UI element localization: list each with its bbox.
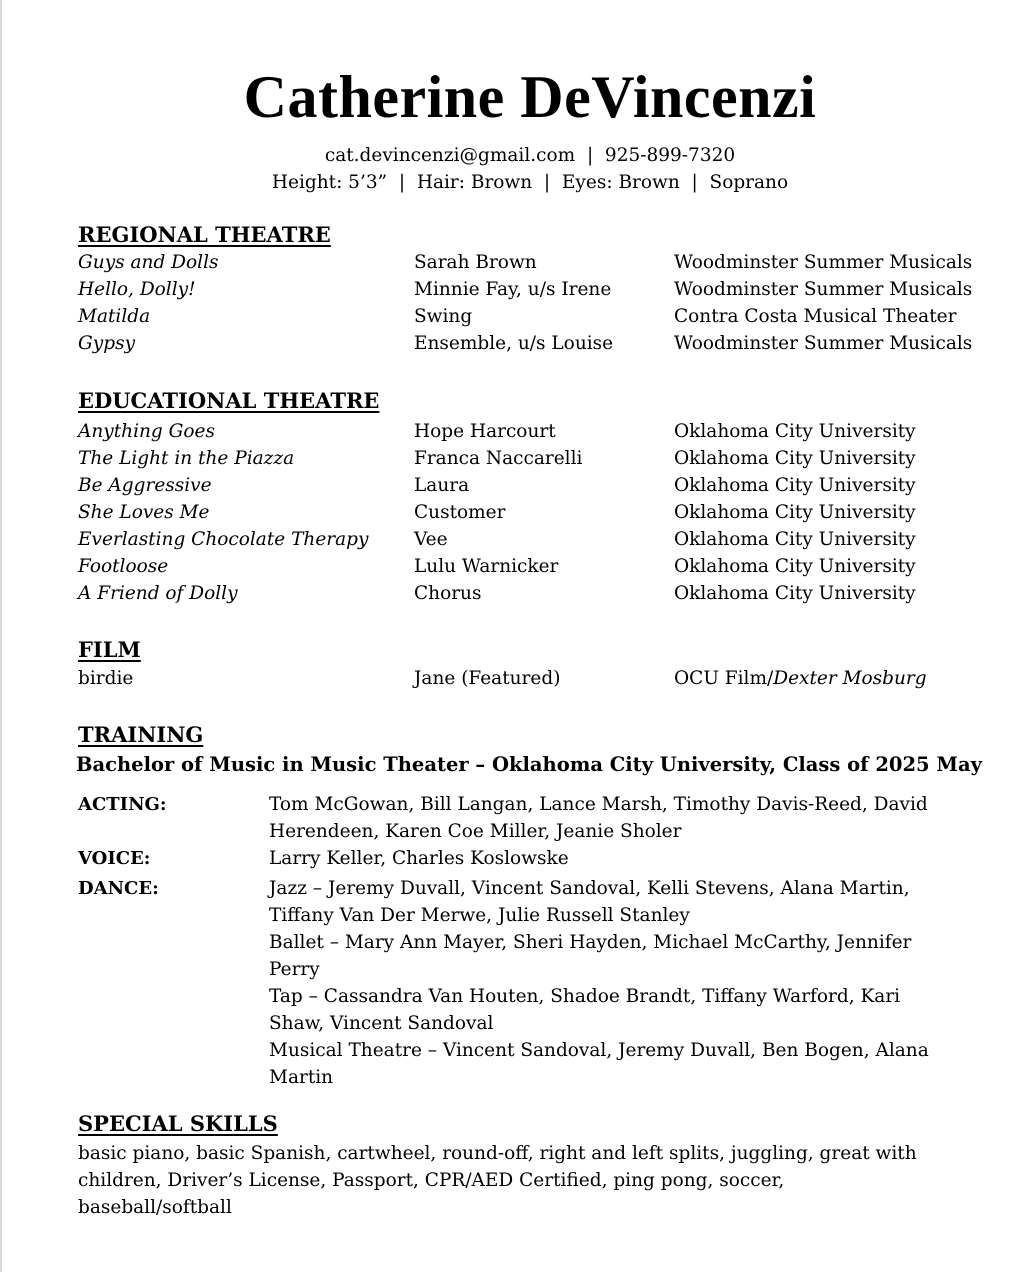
special-skills-text: basic piano, basic Spanish, cartwheel, round-off, right and left splits, juggling, great with children, Driver’s License, Passport, CPR/AED Certified, ping pong, soccer, baseball/softball [78,1143,917,1218]
contact-line: cat.devincenzi@gmail.com | 925-899-7320 [324,145,736,166]
show-title: The Light in the Piazza [78,448,295,469]
venue: Woodminster Summer Musicals [674,252,973,273]
role: Customer [414,502,506,523]
role: Chorus [414,583,482,604]
show-title: Gypsy [78,333,136,354]
training-heading: TRAINING [78,722,204,747]
venue: Oklahoma City University [674,556,916,577]
film-heading: FILM [78,637,141,662]
venue: Oklahoma City University [674,583,916,604]
show-title: Anything Goes [78,421,215,442]
show-title: Be Aggressive [78,475,212,496]
credit-row [78,330,978,357]
film-credits [78,665,978,692]
acting-teachers [269,791,959,845]
role: Franca Naccarelli [414,448,583,469]
venue: Oklahoma City University [674,502,916,523]
educational-theatre-heading: EDUCATIONAL THEATRE [78,388,380,413]
voice-label: VOICE: [78,848,151,869]
role: Sarah Brown [414,252,537,273]
show-title: Footloose [78,556,169,577]
credit-row [78,553,978,580]
role: Jane (Featured) [414,668,561,689]
dance-line-tap: Tap – Cassandra Van Houten, Shadoe Brandt, Tiffany Warford, Kari Shaw, Vincent Sandoval [269,986,901,1034]
venue [674,665,927,692]
show-title: Guys and Dolls [78,252,219,273]
educational-theatre-credits [78,418,978,607]
regional-theatre-heading: REGIONAL THEATRE [78,222,331,247]
credit-row [78,499,978,526]
show-title: A Friend of Dolly [78,583,238,604]
venue: Contra Costa Musical Theater [674,306,957,327]
dance-line-musical-theatre: Musical Theatre – Vincent Sandoval, Jeremy Duvall, Ben Bogen, Alana Martin [269,1040,929,1088]
credit-row [78,526,978,553]
show-title: Matilda [78,306,151,327]
credit-row [78,445,978,472]
role: Minnie Fay, u/s Irene [414,279,612,300]
dance-line-jazz: Jazz – Jeremy Duvall, Vincent Sandoval, Kelli Stevens, Alana Martin, Tiffany Van Der Merwe, Julie Russell Stanley [269,878,910,926]
actor-name: Catherine DeVincenzi [243,64,817,130]
venue: Oklahoma City University [674,475,916,496]
special-skills-heading: SPECIAL SKILLS [78,1111,278,1136]
role: Ensemble, u/s Louise [414,333,614,354]
dance-line-ballet: Ballet – Mary Ann Mayer, Sheri Hayden, Michael McCarthy, Jennifer Perry [269,932,912,980]
venue: Woodminster Summer Musicals [674,279,973,300]
credit-row [78,665,978,692]
venue: Oklahoma City University [674,529,916,550]
credit-row [78,303,978,330]
credit-row [78,276,978,303]
credit-row [78,580,978,607]
credit-row [78,418,978,445]
show-title: Hello, Dolly! [78,279,196,300]
role: Vee [414,529,448,550]
show-title: She Loves Me [78,502,210,523]
film-director: Dexter Mosburg [773,668,927,689]
voice-teachers [269,845,959,872]
venue: Oklahoma City University [674,448,916,469]
voice-line: Larry Keller, Charles Koslowske [269,848,569,869]
regional-theatre-credits [78,249,978,357]
role: Lulu Warnicker [414,556,559,577]
credit-row [78,472,978,499]
role: Hope Harcourt [414,421,556,442]
venue: Oklahoma City University [674,421,916,442]
stats-line: Height: 5’3” | Hair: Brown | Eyes: Brown | Soprano [271,172,789,193]
degree: Bachelor of Music in Music Theater – Oklahoma City University, Class of 2025 May [76,753,982,776]
film-title: birdie [78,668,134,689]
contact-info [0,142,1020,196]
acting-line: Tom McGowan, Bill Langan, Lance Marsh, Timothy Davis-Reed, David Herendeen, Karen Coe Miller, Jeanie Sholer [269,794,928,842]
role: Laura [414,475,470,496]
dance-label: DANCE: [78,878,159,899]
venue: Woodminster Summer Musicals [674,333,973,354]
show-title: Everlasting Chocolate Therapy [78,529,369,550]
film-producer: OCU Film/ [674,668,774,689]
role: Swing [414,306,473,327]
dance-teachers [269,875,959,1091]
credit-row [78,249,978,276]
acting-label: ACTING: [78,794,167,815]
